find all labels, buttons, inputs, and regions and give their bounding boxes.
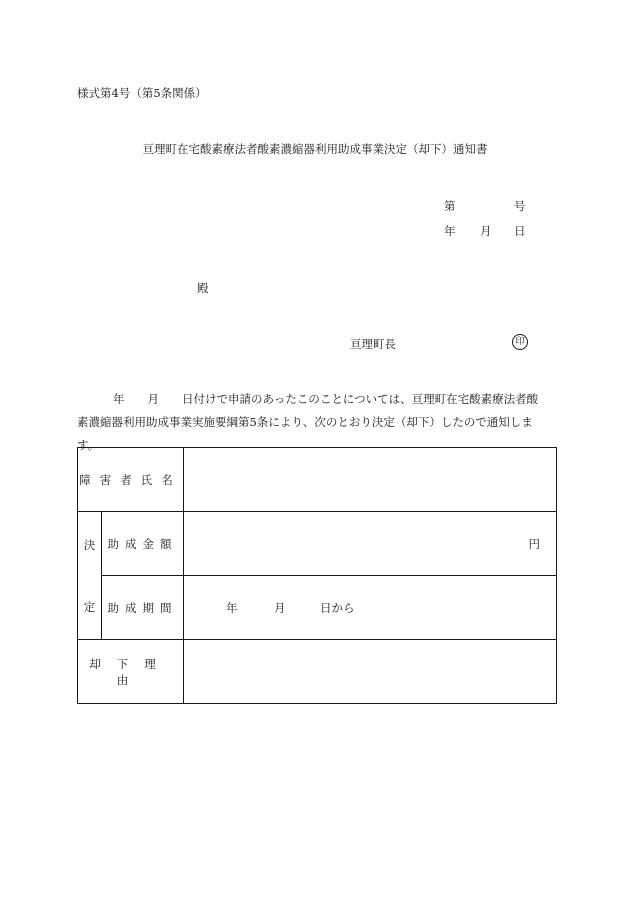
decision-label-top: 決 [83,537,96,552]
seal-mark: 印 [512,334,528,350]
reject-reason-label-cell [78,640,184,704]
amount-unit: 円 [528,537,540,551]
notice-table [77,447,557,704]
period-month-label: 月 [274,601,286,615]
date-day-label: 日 [514,224,526,238]
period-label: 助成期間 [107,600,178,615]
decision-label-bottom: 定 [83,599,96,614]
period-year-label: 年 [226,601,238,615]
table-row-amount [78,512,557,576]
notice-body-line-2: 素濃縮器利用助成事業実施要綱第5条により、次のとおり決定（却下）したので通知します。 [77,415,533,452]
reject-reason-label: 却下理由 [89,656,172,687]
doc-number-prefix: 第 [444,199,456,213]
amount-value-cell[interactable] [184,512,557,576]
period-label-cell [102,576,184,640]
document-title: 亘理町在宅酸素療法者酸素濃縮器利用助成事業決定（却下）通知書 [142,142,488,156]
reject-reason-value[interactable] [184,640,557,704]
applicant-name-value[interactable] [184,448,557,512]
applicant-name-label-cell [78,448,184,512]
issuer-name: 亘理町長 [350,337,396,351]
table-row-reject-reason [78,640,557,704]
date-year-label: 年 [444,224,456,238]
form-number-label: 様式第4号（第5条関係） [77,86,207,100]
decision-label-cell [78,512,102,640]
notice-body-line-1: 年 月 日付けで申請のあったこのことについては、亘理町在宅酸素療法者酸 [113,392,539,406]
doc-number-suffix: 号 [514,199,526,213]
table-row-applicant [78,448,557,512]
amount-label: 助成金額 [107,536,178,551]
period-from-label: 日から [320,601,355,615]
date-month-label: 月 [480,224,492,238]
period-value-cell[interactable] [184,576,557,640]
amount-label-cell [102,512,184,576]
table-row-period [78,576,557,640]
applicant-name-label: 障害者氏名 [79,472,182,487]
recipient-honorific: 殿 [197,281,209,295]
